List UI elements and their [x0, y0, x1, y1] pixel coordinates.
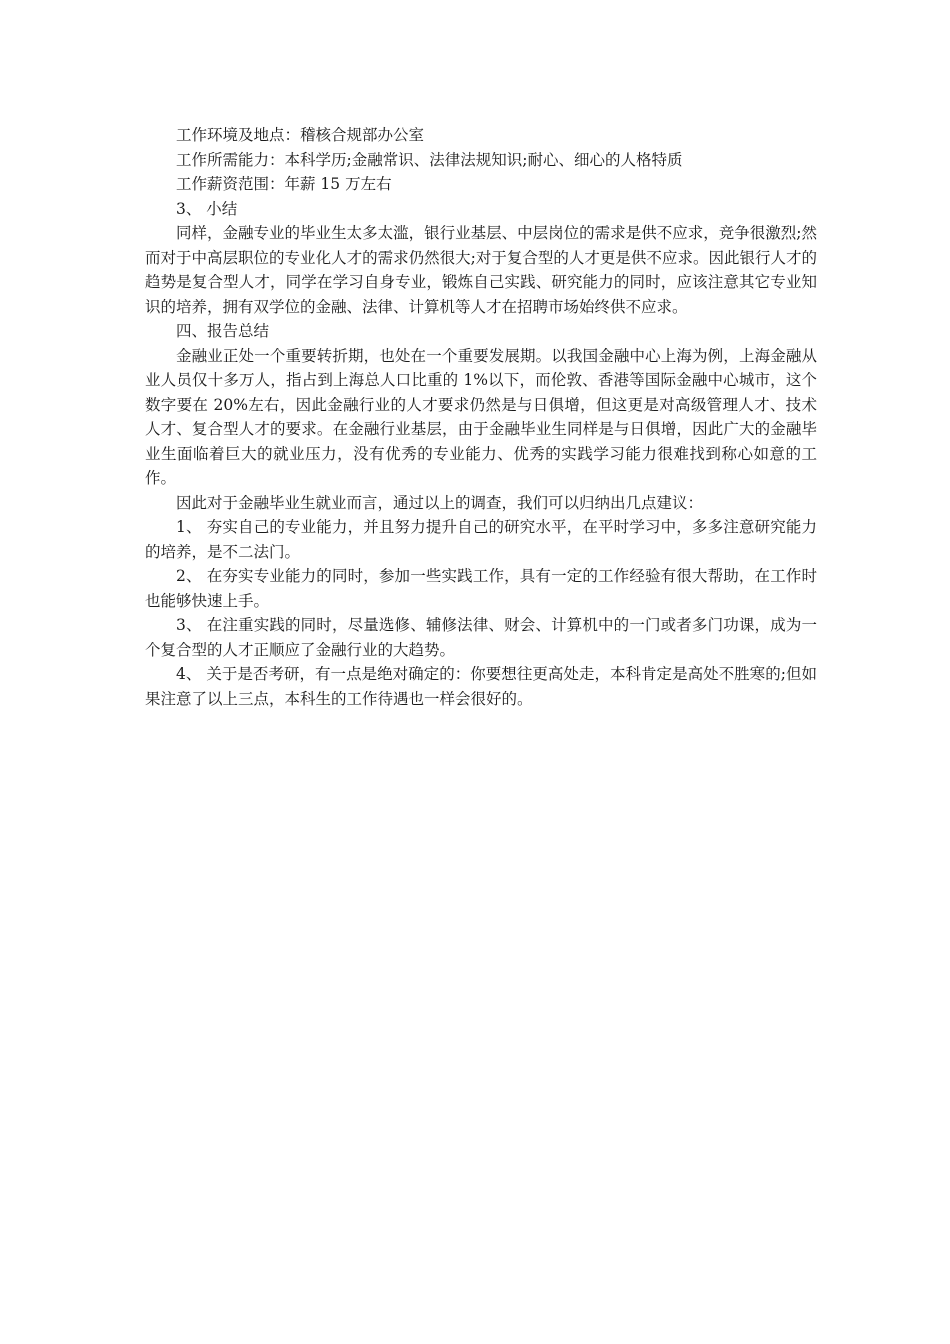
required-skills-line: 工作所需能力：本科学历;金融常识、法律法规知识;耐心、细心的人格特质 — [176, 150, 683, 169]
suggestion-item-2: 2、 在夯实专业能力的同时，参加一些实践工作，具有一定的工作经验有很大帮助，在工作时也能够快速上手。 — [145, 567, 817, 610]
work-location-line: 工作环境及地点：稽核合规部办公室 — [176, 126, 425, 144]
suggestions-intro: 因此对于金融毕业生就业而言，通过以上的调查，我们可以归纳出几点建议： — [176, 493, 704, 512]
suggestion-item-1: 1、 夯实自己的专业能力，并且努力提升自己的研究水平，在平时学习中，多多注意研究能力的培养，是不二法门。 — [145, 518, 817, 561]
summary-paragraph: 同样，金融专业的毕业生太多太滥，银行业基层、中层岗位的需求是供不应求，竞争很激烈;然而对于中高层职位的专业化人才的需求仍然很大;对于复合型的人才更是供不应求。因此银行人才的趋势是复合型人才，同学在学习自身专业，锻炼自己实践、研究能力的同时，应该注意其它专业知识的培养，拥有双学位的金融、法律、计算机等人才在招聘市场始终供不应求。 — [145, 224, 817, 316]
suggestion-item-4: 4、 关于是否考研，有一点是绝对确定的：你要想往更高处走，本科肯定是高处不胜寒的;但如果注意了以上三点，本科生的工作待遇也一样会很好的。 — [145, 665, 817, 708]
document-body — [145, 123, 817, 711]
conclusion-paragraph: 金融业正处一个重要转折期，也处在一个重要发展期。以我国金融中心上海为例，上海金融从业人员仅十多万人，指占到上海总人口比重的 1%以下，而伦敦、香港等国际金融中心城市，这个数字要在 20%左右，因此金融行业的人才要求仍然是与日俱增，但这更是对高级管理人才、技术人才、复合型人才的要求。在金融行业基层，由于金融毕业生同样是与日俱增，因此广大的金融毕业生面临着巨大的就业压力，没有优秀的专业能力、优秀的实践学习能力很难找到称心如意的工作。 — [145, 346, 817, 487]
report-conclusion-heading: 四、报告总结 — [176, 322, 270, 340]
summary-heading: 3、 小结 — [176, 199, 238, 218]
salary-range-line: 工作薪资范围：年薪 15 万左右 — [176, 175, 392, 193]
suggestion-item-3: 3、 在注重实践的同时，尽量选修、辅修法律、财会、计算机中的一门或者多门功课，成为一个复合型的人才正顺应了金融行业的大趋势。 — [145, 616, 817, 659]
